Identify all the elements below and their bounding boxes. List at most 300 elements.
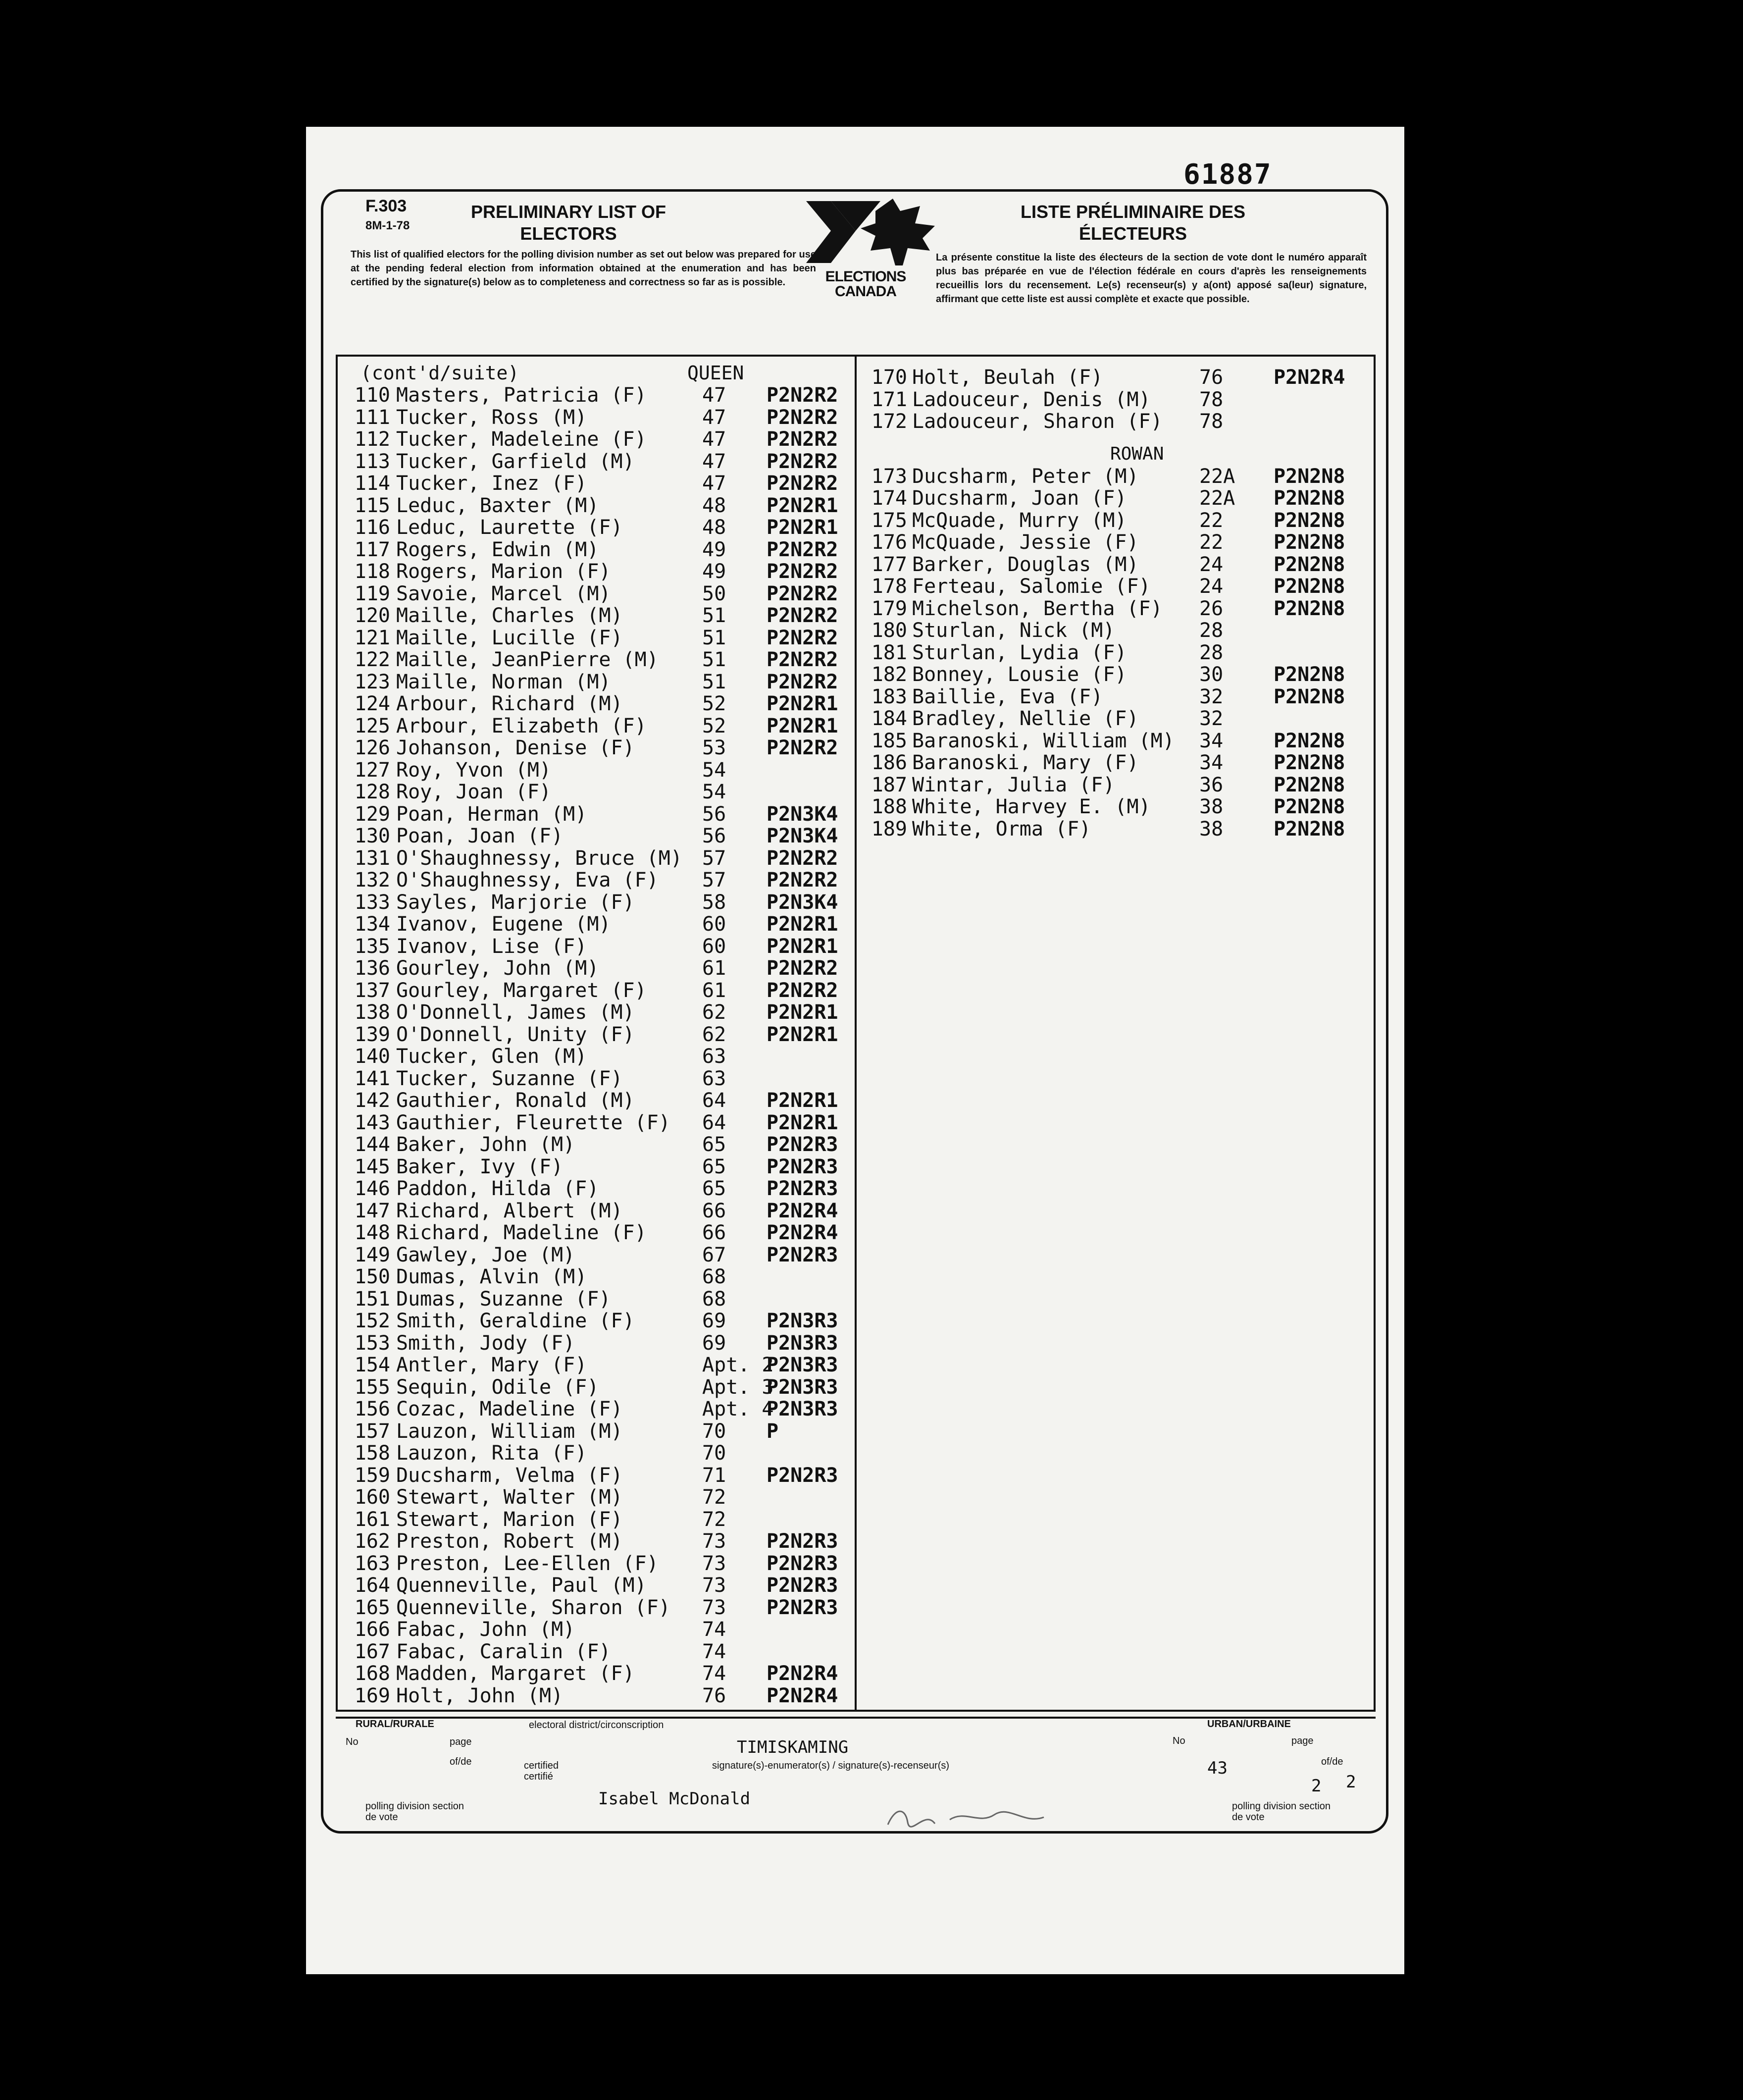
- elector-address: 47: [702, 406, 726, 429]
- elector-name: Fabac, Caralin (F): [396, 1640, 611, 1663]
- elector-postal-code: P2N2R1: [767, 494, 838, 517]
- elector-name: Tucker, Glen (M): [396, 1045, 587, 1068]
- elector-number: 124: [354, 692, 390, 715]
- elector-name: Masters, Patricia (F): [396, 384, 647, 407]
- footer: [336, 1717, 1376, 1831]
- elector-number: 188: [871, 795, 907, 818]
- elector-address: 62: [702, 1023, 726, 1046]
- elector-name: Cozac, Madeline (F): [396, 1398, 623, 1420]
- elector-name: Arbour, Richard (M): [396, 692, 623, 715]
- elector-number: 137: [354, 979, 390, 1002]
- elector-address: 22: [1199, 531, 1224, 554]
- elector-address: 73: [702, 1596, 726, 1619]
- elector-address: 48: [702, 516, 726, 539]
- elector-row: [863, 818, 1368, 840]
- elector-row: [863, 686, 1368, 708]
- elector-row: [341, 1024, 856, 1046]
- elector-name: Tucker, Suzanne (F): [396, 1067, 623, 1090]
- elector-postal-code: P2N2R3: [767, 1552, 838, 1575]
- elector-address: 74: [702, 1618, 726, 1641]
- elector-row: [341, 495, 856, 517]
- elector-address: 61: [702, 957, 726, 980]
- elector-row: [863, 752, 1368, 774]
- elector-name: Poan, Herman (M): [396, 802, 587, 826]
- elector-postal-code: P2N2R1: [767, 714, 838, 737]
- elector-row: [341, 605, 856, 627]
- elector-name: Dumas, Suzanne (F): [396, 1287, 611, 1311]
- elector-name: Tucker, Inez (F): [396, 472, 587, 495]
- elector-name: Sturlan, Lydia (F): [912, 641, 1127, 664]
- elector-row: [341, 1641, 856, 1663]
- elector-row: [341, 759, 856, 782]
- elector-address: 67: [702, 1243, 726, 1266]
- elector-address: 34: [1199, 751, 1224, 774]
- elector-number: 149: [354, 1243, 390, 1266]
- elector-name: Holt, John (M): [396, 1684, 564, 1707]
- elector-address: 65: [702, 1133, 726, 1156]
- rural-page-label: page: [450, 1736, 472, 1747]
- elector-postal-code: P2N2R2: [767, 979, 838, 1002]
- elector-row: [341, 847, 856, 870]
- elector-number: 144: [354, 1133, 390, 1156]
- elector-address: 66: [702, 1221, 726, 1244]
- elector-row: [341, 1509, 856, 1531]
- elector-name: Richard, Albert (M): [396, 1199, 623, 1222]
- elector-postal-code: P2N2R2: [767, 626, 838, 649]
- elector-name: Michelson, Bertha (F): [912, 597, 1163, 620]
- elector-number: 118: [354, 560, 390, 583]
- title-french: LISTE PRÉLIMINAIRE DES ÉLECTEURS: [1020, 202, 1246, 244]
- elector-address: 47: [702, 384, 726, 407]
- elector-address: 32: [1199, 707, 1224, 730]
- elector-row: [863, 367, 1368, 389]
- elector-address: 24: [1199, 575, 1224, 598]
- elector-row: [863, 730, 1368, 752]
- elector-address: 69: [702, 1310, 726, 1332]
- elector-postal-code: P2N2N8: [1274, 509, 1345, 532]
- right-column: [863, 367, 1368, 840]
- elector-number: 147: [354, 1199, 390, 1222]
- elector-number: 115: [354, 494, 390, 517]
- elector-name: Rogers, Marion (F): [396, 560, 611, 583]
- elector-row: [341, 693, 856, 715]
- elector-number: 155: [354, 1375, 390, 1399]
- elector-postal-code: P2N2R3: [767, 1530, 838, 1553]
- elector-postal-code: P2N2R3: [767, 1155, 838, 1178]
- elector-row: [863, 664, 1368, 686]
- elector-number: 146: [354, 1177, 390, 1200]
- elector-address: 62: [702, 1001, 726, 1024]
- elector-address: 22A: [1199, 465, 1235, 488]
- elector-row: [341, 1310, 856, 1332]
- electoral-district: TIMISKAMING: [737, 1737, 849, 1757]
- page-total: 2: [1346, 1772, 1356, 1792]
- elector-address: 51: [702, 604, 726, 627]
- elector-number: 116: [354, 516, 390, 539]
- elector-name: Stewart, Marion (F): [396, 1508, 623, 1531]
- elector-postal-code: P2N2N8: [1274, 553, 1345, 576]
- elector-row: [863, 576, 1368, 598]
- elector-number: 127: [354, 758, 390, 782]
- elector-row: [863, 554, 1368, 576]
- elector-postal-code: P2N2N8: [1274, 487, 1345, 510]
- elector-name: Paddon, Hilda (F): [396, 1177, 599, 1200]
- elector-row: [863, 620, 1368, 642]
- elector-number: 119: [354, 582, 390, 605]
- elector-postal-code: P2N2R1: [767, 1089, 838, 1112]
- elector-name: McQuade, Murry (M): [912, 509, 1127, 532]
- elector-postal-code: P2N2R3: [767, 1133, 838, 1156]
- elector-postal-code: P2N2R3: [767, 1596, 838, 1619]
- elector-row: [341, 384, 856, 407]
- elector-row: [341, 1376, 856, 1399]
- elector-name: Preston, Robert (M): [396, 1530, 623, 1553]
- elector-name: Wintar, Julia (F): [912, 773, 1115, 796]
- elector-number: 138: [354, 1001, 390, 1024]
- elector-name: Ivanov, Eugene (M): [396, 913, 611, 936]
- elector-address: 51: [702, 626, 726, 649]
- elector-number: 139: [354, 1023, 390, 1046]
- elector-number: 117: [354, 538, 390, 561]
- elector-row: [341, 1619, 856, 1641]
- elector-postal-code: P2N2R2: [767, 846, 838, 870]
- elector-address: 73: [702, 1530, 726, 1553]
- elector-postal-code: P2N2R3: [767, 1574, 838, 1597]
- elector-row: [341, 1090, 856, 1112]
- elector-address: 22: [1199, 509, 1224, 532]
- elector-postal-code: P2N2R1: [767, 913, 838, 936]
- elector-name: Ducsharm, Peter (M): [912, 465, 1139, 488]
- elector-postal-code: P2N2R3: [767, 1177, 838, 1200]
- elector-name: Baranoski, William (M): [912, 729, 1175, 752]
- elector-address: 58: [702, 891, 726, 914]
- elector-number: 143: [354, 1111, 390, 1134]
- elector-address: 65: [702, 1155, 726, 1178]
- elector-number: 136: [354, 957, 390, 980]
- elector-number: 168: [354, 1662, 390, 1685]
- elector-address: 70: [702, 1442, 726, 1465]
- right-elector-list-top: [863, 367, 1368, 433]
- elector-name: Richard, Madeline (F): [396, 1221, 647, 1244]
- left-column: [341, 362, 856, 1707]
- rural-label: RURAL/RURALE: [356, 1719, 434, 1730]
- rural-polling-division-label: polling division section de vote: [365, 1801, 464, 1823]
- elector-name: Lauzon, Rita (F): [396, 1442, 587, 1465]
- elector-number: 165: [354, 1596, 390, 1619]
- left-elector-list: [341, 384, 856, 1707]
- document-page: [306, 127, 1404, 1974]
- elector-address: 78: [1199, 388, 1224, 411]
- elector-number: 129: [354, 802, 390, 826]
- elector-row: [341, 892, 856, 914]
- signature-label: signature(s)-enumerator(s) / signature(s)-recenseur(s): [712, 1760, 950, 1771]
- elector-postal-code: P2N2R2: [767, 472, 838, 495]
- elector-row: [341, 1354, 856, 1376]
- urban-label: URBAN/URBAINE: [1207, 1719, 1291, 1730]
- elector-postal-code: P2N2R1: [767, 516, 838, 539]
- elector-number: 174: [871, 487, 907, 510]
- elector-postal-code: P2N2R1: [767, 935, 838, 958]
- elector-name: Tucker, Madeleine (F): [396, 428, 647, 451]
- elector-address: 72: [702, 1486, 726, 1509]
- elector-address: 76: [702, 1684, 726, 1707]
- elector-number: 128: [354, 781, 390, 803]
- enumerator-name: Isabel McDonald: [598, 1789, 751, 1809]
- elector-number: 186: [871, 751, 907, 774]
- elector-name: Quenneville, Sharon (F): [396, 1596, 670, 1619]
- elector-postal-code: P2N2R3: [767, 1464, 838, 1487]
- elector-address: 51: [702, 670, 726, 693]
- elector-address: 24: [1199, 553, 1224, 576]
- elector-number: 187: [871, 773, 907, 796]
- elector-name: Tucker, Garfield (M): [396, 450, 635, 473]
- elector-postal-code: P2N3K4: [767, 825, 838, 847]
- elector-address: Apt. 2: [702, 1354, 774, 1376]
- elector-row: [341, 737, 856, 759]
- elector-address: 72: [702, 1508, 726, 1531]
- logo-text: ELECTIONS CANADA: [825, 268, 906, 300]
- elector-number: 133: [354, 891, 390, 914]
- elector-postal-code: P2N2R2: [767, 538, 838, 561]
- elector-number: 125: [354, 714, 390, 737]
- elector-row: [341, 715, 856, 737]
- elector-number: 178: [871, 575, 907, 598]
- elector-address: 78: [1199, 410, 1224, 433]
- elector-row: [863, 796, 1368, 818]
- elector-number: 110: [354, 384, 390, 407]
- elector-number: 160: [354, 1486, 390, 1509]
- elector-name: Maille, Charles (M): [396, 604, 623, 627]
- elector-number: 131: [354, 846, 390, 870]
- elector-row: [341, 472, 856, 495]
- elector-postal-code: P2N2R2: [767, 450, 838, 473]
- elector-row: [341, 1332, 856, 1355]
- elector-number: 113: [354, 450, 390, 473]
- elector-postal-code: P2N2R2: [767, 670, 838, 693]
- elector-row: [863, 510, 1368, 532]
- elector-number: 123: [354, 670, 390, 693]
- elector-address: 53: [702, 736, 726, 759]
- elector-postal-code: P: [767, 1419, 779, 1443]
- urban-page-label: page: [1291, 1735, 1314, 1746]
- elector-name: O'Shaughnessy, Bruce (M): [396, 846, 682, 870]
- elector-name: Lauzon, William (M): [396, 1419, 623, 1443]
- electoral-district-label: electoral district/circonscription: [529, 1720, 664, 1731]
- elector-postal-code: P2N2R3: [767, 1243, 838, 1266]
- elector-name: Gourley, Margaret (F): [396, 979, 647, 1002]
- page-number: 2: [1311, 1776, 1322, 1796]
- elector-name: Maille, Lucille (F): [396, 626, 623, 649]
- elector-postal-code: P2N2R2: [767, 869, 838, 892]
- elector-name: Smith, Jody (F): [396, 1331, 575, 1355]
- elector-number: 166: [354, 1618, 390, 1641]
- elector-address: 50: [702, 582, 726, 605]
- elector-row: [341, 517, 856, 539]
- elector-row: [863, 531, 1368, 554]
- elector-name: Ivanov, Lise (F): [396, 935, 587, 958]
- elector-postal-code: P2N3R3: [767, 1354, 838, 1376]
- elector-address: 56: [702, 802, 726, 826]
- elector-postal-code: P2N2R2: [767, 560, 838, 583]
- elector-row: [341, 561, 856, 583]
- elector-row: [341, 803, 856, 826]
- elector-number: 142: [354, 1089, 390, 1112]
- elector-address: 64: [702, 1089, 726, 1112]
- elector-name: Dumas, Alvin (M): [396, 1265, 587, 1288]
- elector-name: Antler, Mary (F): [396, 1354, 587, 1376]
- elector-row: [341, 1553, 856, 1575]
- elector-row: [341, 671, 856, 693]
- elector-postal-code: P2N2N8: [1274, 575, 1345, 598]
- description-french: La présente constitue la liste des électeurs de la section de vote dont le numéro apparaît plus bas préparée en vue de l'élection fédérale en cours d'après les renseignements recueillis lors du recensement. Le(s) recenseur(s) y a(ont) apposé sa(leur) signature, affirmant que cette liste est aussi complète et exacte que possible.: [936, 252, 1367, 305]
- elector-name: Sayles, Marjorie (F): [396, 891, 635, 914]
- title-english: PRELIMINARY LIST OF ELECTORS: [470, 202, 666, 244]
- elector-row: [341, 451, 856, 473]
- polling-division-number: 43: [1207, 1758, 1228, 1778]
- certified-label: certified certifié: [524, 1760, 559, 1782]
- elector-name: Maille, JeanPierre (M): [396, 648, 659, 671]
- elector-number: 164: [354, 1574, 390, 1597]
- elector-number: 148: [354, 1221, 390, 1244]
- elector-row: [341, 1465, 856, 1487]
- elector-postal-code: P2N2R1: [767, 1111, 838, 1134]
- elector-address: 36: [1199, 773, 1224, 796]
- elector-number: 145: [354, 1155, 390, 1178]
- elector-number: 152: [354, 1310, 390, 1332]
- elector-number: 175: [871, 509, 907, 532]
- elector-number: 179: [871, 597, 907, 620]
- elector-address: 32: [1199, 685, 1224, 708]
- elector-name: Baranoski, Mary (F): [912, 751, 1139, 774]
- elector-name: Gauthier, Fleurette (F): [396, 1111, 670, 1134]
- elector-row: [341, 1597, 856, 1619]
- elector-address: 52: [702, 692, 726, 715]
- rural-no-label: No: [346, 1736, 359, 1747]
- elector-name: Ladouceur, Denis (M): [912, 388, 1151, 411]
- elector-row: [341, 1575, 856, 1597]
- elector-number: 114: [354, 472, 390, 495]
- elector-postal-code: P2N3R3: [767, 1375, 838, 1399]
- elector-postal-code: P2N2R1: [767, 1001, 838, 1024]
- elector-address: 57: [702, 846, 726, 870]
- elector-postal-code: P2N2R1: [767, 692, 838, 715]
- elector-address: 60: [702, 913, 726, 936]
- elector-address: 65: [702, 1177, 726, 1200]
- elector-postal-code: P2N3R3: [767, 1398, 838, 1420]
- elector-name: Roy, Yvon (M): [396, 758, 552, 782]
- elector-name: Baillie, Eva (F): [912, 685, 1103, 708]
- elector-name: Savoie, Marcel (M): [396, 582, 611, 605]
- elector-row: [863, 411, 1368, 433]
- form-code: F.303: [365, 197, 407, 215]
- elector-row: [341, 1112, 856, 1134]
- elector-number: 126: [354, 736, 390, 759]
- elector-row: [863, 598, 1368, 620]
- elector-name: Stewart, Walter (M): [396, 1486, 623, 1509]
- elector-name: Arbour, Elizabeth (F): [396, 714, 647, 737]
- elector-address: 54: [702, 758, 726, 782]
- elector-row: [341, 1178, 856, 1200]
- elector-number: 132: [354, 869, 390, 892]
- elector-row: [341, 825, 856, 847]
- elector-name: Sequin, Odile (F): [396, 1375, 599, 1399]
- elector-number: 163: [354, 1552, 390, 1575]
- elector-number: 170: [871, 366, 907, 389]
- elector-number: 182: [871, 663, 907, 686]
- elector-postal-code: P2N2N8: [1274, 773, 1345, 796]
- elector-postal-code: P2N2R2: [767, 736, 838, 759]
- elector-name: Quenneville, Paul (M): [396, 1574, 647, 1597]
- elector-name: Barker, Douglas (M): [912, 553, 1139, 576]
- elector-postal-code: P2N2R4: [767, 1662, 838, 1685]
- form-code-block: [365, 196, 410, 236]
- elector-number: 189: [871, 817, 907, 840]
- elector-postal-code: P2N3R3: [767, 1310, 838, 1332]
- elector-address: 47: [702, 472, 726, 495]
- elector-number: 173: [871, 465, 907, 488]
- elector-postal-code: P2N2R2: [767, 582, 838, 605]
- elector-row: [341, 957, 856, 980]
- elector-number: 171: [871, 388, 907, 411]
- elector-name: Gauthier, Ronald (M): [396, 1089, 635, 1112]
- elector-number: 185: [871, 729, 907, 752]
- elector-number: 180: [871, 619, 907, 642]
- elector-name: O'Shaughnessy, Eva (F): [396, 869, 659, 892]
- elector-postal-code: P2N2N8: [1274, 531, 1345, 554]
- elector-number: 183: [871, 685, 907, 708]
- elector-name: Ferteau, Salomie (F): [912, 575, 1151, 598]
- elector-number: 135: [354, 935, 390, 958]
- elector-number: 161: [354, 1508, 390, 1531]
- elector-number: 153: [354, 1331, 390, 1355]
- elector-address: 73: [702, 1574, 726, 1597]
- elector-postal-code: P2N2R2: [767, 648, 838, 671]
- elector-address: 73: [702, 1552, 726, 1575]
- elector-number: 157: [354, 1419, 390, 1443]
- elector-postal-code: P2N2R1: [767, 1023, 838, 1046]
- elector-address: 61: [702, 979, 726, 1002]
- elector-row: [341, 1222, 856, 1244]
- elector-number: 120: [354, 604, 390, 627]
- elector-number: 176: [871, 531, 907, 554]
- elector-row: [341, 407, 856, 429]
- elector-name: White, Harvey E. (M): [912, 795, 1151, 818]
- elector-row: [341, 980, 856, 1002]
- elector-postal-code: P2N2N8: [1274, 597, 1345, 620]
- elector-number: 177: [871, 553, 907, 576]
- elector-address: Apt. 3: [702, 1375, 774, 1399]
- elector-address: 57: [702, 869, 726, 892]
- elector-row: [863, 389, 1368, 411]
- elector-row: [341, 583, 856, 605]
- elector-number: 181: [871, 641, 907, 664]
- elector-row: [341, 1001, 856, 1024]
- elector-postal-code: P2N2R4: [1274, 366, 1345, 389]
- elector-row: [341, 1244, 856, 1266]
- elector-name: Preston, Lee-Ellen (F): [396, 1552, 659, 1575]
- elector-postal-code: P2N3K4: [767, 891, 838, 914]
- elector-address: 74: [702, 1640, 726, 1663]
- elector-name: O'Donnell, Unity (F): [396, 1023, 635, 1046]
- urban-of-label: of/de: [1321, 1756, 1343, 1767]
- elector-postal-code: P2N2R2: [767, 428, 838, 451]
- elector-row: [341, 1200, 856, 1222]
- elector-name: White, Orma (F): [912, 817, 1091, 840]
- continued-label: (cont'd/suite): [360, 362, 519, 384]
- elector-row: [341, 1046, 856, 1068]
- elector-name: Roy, Joan (F): [396, 781, 552, 803]
- elector-row: [863, 487, 1368, 510]
